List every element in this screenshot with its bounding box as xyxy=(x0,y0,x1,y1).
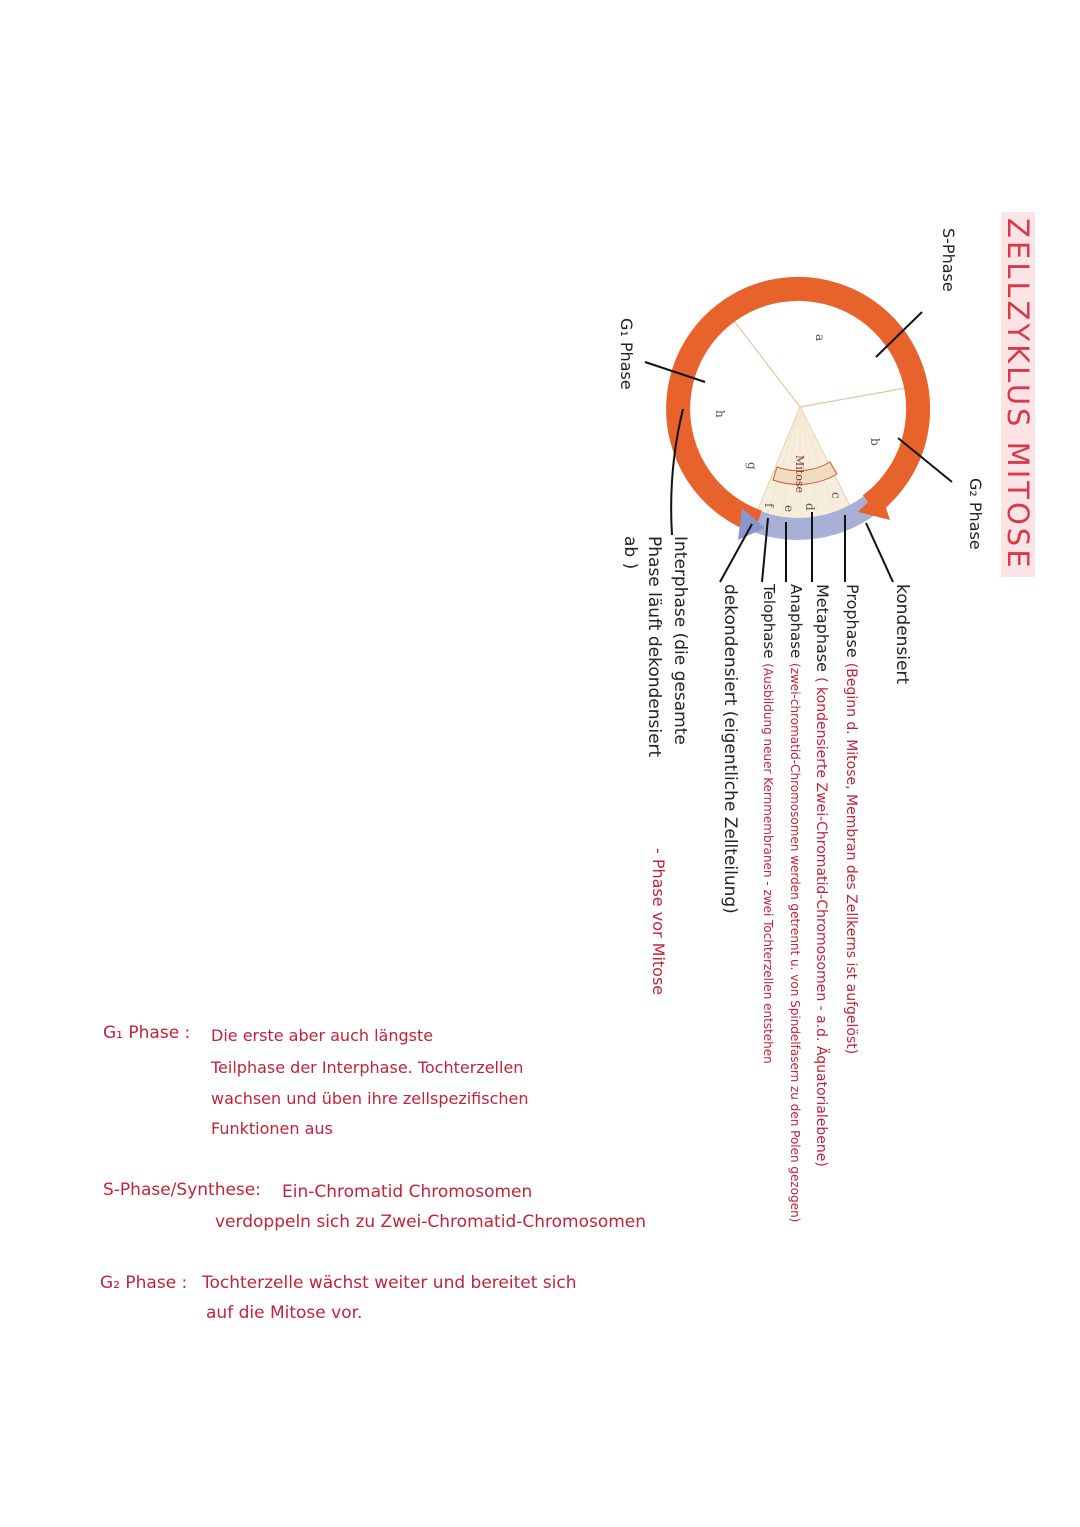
prophase-annotation xyxy=(843,584,862,1054)
page-title: ZELLZYKLUS MITOSE xyxy=(1001,212,1035,577)
note-g1-line-2: Teilphase der Interphase. Tochterzellen xyxy=(211,1058,524,1077)
note-g1-line-4: Funktionen aus xyxy=(211,1119,333,1138)
note-g2-line-1: Tochterzelle wächst weiter und bereitet sich xyxy=(202,1273,577,1293)
note-s-line-2: verdoppeln sich zu Zwei-Chromatid-Chromosomen xyxy=(215,1212,647,1232)
segment-letter-e: e xyxy=(782,505,796,513)
telophase-note: (Ausbildung neuer Kernmembranen - zwei Tochterzellen entstehen xyxy=(761,663,775,1064)
anaphase-label: Anaphase xyxy=(787,584,805,659)
interphase-line-1: Interphase (die gesamte xyxy=(670,536,690,745)
telophase-annotation xyxy=(760,584,778,1064)
note-g2-line-2: auf die Mitose vor. xyxy=(206,1303,363,1323)
note-s-line-1: Ein-Chromatid Chromosomen xyxy=(282,1182,533,1202)
segment-letter-c: c xyxy=(829,492,843,499)
note-g1-line-1: Die erste aber auch längste xyxy=(211,1026,434,1045)
metaphase-note: ( kondensierte Zwei-Chromatid-Chromosomen - a.d. Äquatorialebene) xyxy=(813,677,829,1167)
segment-letter-h: h xyxy=(713,410,727,418)
anaphase-annotation xyxy=(787,584,805,1222)
prophase-note: (Beginn d. Mitose, Membran des Zellkerns ist aufgelöst) xyxy=(843,662,859,1055)
note-g2 xyxy=(100,1273,187,1293)
prophase-label: Prophase xyxy=(843,584,862,658)
segment-letter-a: a xyxy=(813,334,827,342)
dekondensiert-label: dekondensiert (eigentliche Zellteilung) xyxy=(720,584,740,914)
segment-letter-g: g xyxy=(745,462,759,470)
s-phase-label: S-Phase xyxy=(939,228,958,292)
segment-letter-d: d xyxy=(803,503,817,511)
interphase-note: - Phase vor Mitose xyxy=(649,848,668,996)
anaphase-note: (zwei-chromatid-Chromosomen werden getrennt u. von Spindelfasern zu den Polen gezogen) xyxy=(788,663,802,1223)
g1-phase-label: G₁ Phase xyxy=(617,318,636,390)
interphase-line-3: ab ) xyxy=(620,536,640,570)
metaphase-label: Metaphase xyxy=(813,584,832,673)
telophase-label: Telophase xyxy=(760,584,778,659)
segment-letter-f: f xyxy=(762,503,776,508)
kondensiert-label: kondensiert xyxy=(892,584,912,685)
segment-letter-b: b xyxy=(868,438,882,446)
interphase-line-2: Phase läuft dekondensiert xyxy=(644,536,664,758)
metaphase-annotation xyxy=(813,584,832,1167)
note-g2-term: G₂ Phase : xyxy=(100,1273,188,1293)
note-g1-term: G₁ Phase : xyxy=(103,1023,191,1043)
mitosis-label: Mitose xyxy=(793,455,806,493)
note-g1-line-3: wachsen und üben ihre zellspezifischen xyxy=(211,1089,529,1108)
note-s-term: S-Phase/Synthese: xyxy=(103,1180,261,1200)
note-s xyxy=(103,1180,261,1200)
g2-phase-label: G₂ Phase xyxy=(966,478,985,550)
note-g1 xyxy=(103,1023,190,1043)
